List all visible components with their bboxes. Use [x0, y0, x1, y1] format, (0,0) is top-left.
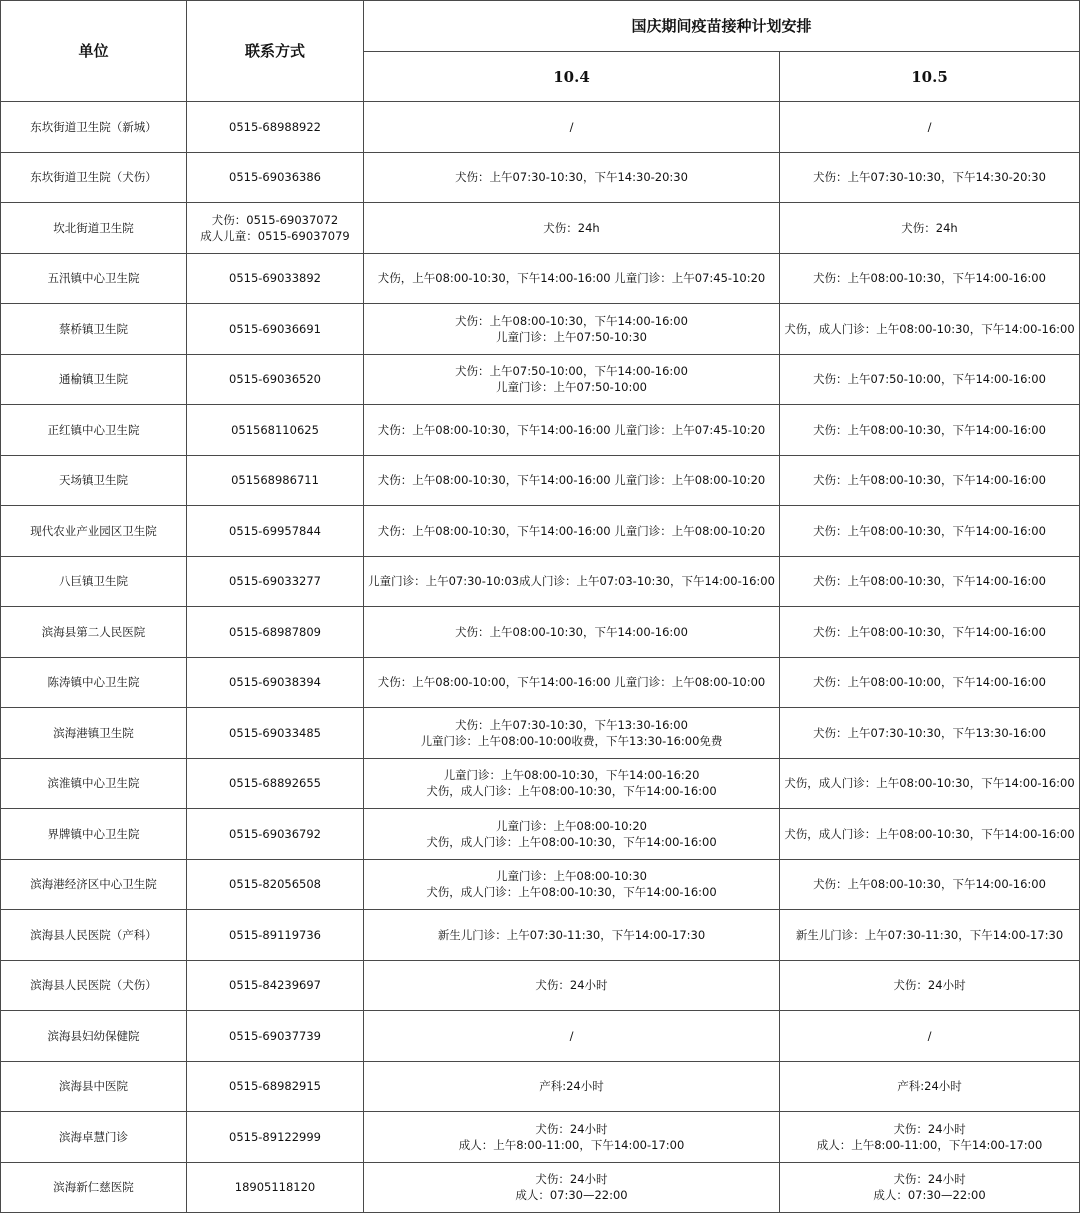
table-row [1, 657, 1080, 708]
cell-line: 犬伤，成人门诊：上午08:00-10:30，下午14:00-16:00 [784, 776, 1075, 791]
contact-cell [187, 960, 364, 1011]
cell-line: 儿童门诊：上午08:00-10:20 [496, 818, 647, 833]
date1-schedule-cell [364, 809, 780, 860]
cell-line: 0515-82056508 [229, 877, 321, 892]
date1-schedule-cell [364, 1061, 780, 1112]
cell-line: 0515-69033277 [229, 574, 321, 589]
date2-schedule-cell [780, 1162, 1080, 1213]
date2-schedule-cell [780, 253, 1080, 304]
cell-line: 犬伤：上午08:00-10:00，下午14:00-16:00 儿童门诊：上午08:00-10:00 [377, 675, 766, 690]
unit-cell: 通榆镇卫生院 [1, 354, 187, 405]
date1-schedule-cell [364, 657, 780, 708]
date2-schedule-cell [780, 960, 1080, 1011]
date2-schedule-cell [780, 203, 1080, 254]
cell-line: 0515-68892655 [229, 776, 321, 791]
cell-line: 犬伤，成人门诊：上午08:00-10:30，下午14:00-16:00 [784, 826, 1075, 841]
date1-schedule-cell [364, 354, 780, 405]
cell-line: 犬伤：上午08:00-10:30，下午14:00-16:00 [813, 574, 1046, 589]
cell-line: 犬伤：上午08:00-10:30，下午14:00-16:00 [455, 624, 688, 639]
cell-line: 成人：07:30—22:00 [873, 1188, 986, 1203]
unit-cell: 五汛镇中心卫生院 [1, 253, 187, 304]
cell-line: 犬伤：上午07:50-10:00，下午14:00-16:00 [813, 372, 1046, 387]
cell-line: 犬伤：上午08:00-10:30，下午14:00-16:00 [813, 523, 1046, 538]
unit-cell: 陈涛镇中心卫生院 [1, 657, 187, 708]
cell-line: 儿童门诊：上午07:50-10:30 [496, 329, 647, 344]
date1-schedule-cell [364, 405, 780, 456]
table-row [1, 960, 1080, 1011]
cell-line: 犬伤：24h [543, 220, 600, 235]
date1-schedule-cell [364, 506, 780, 557]
contact-cell [187, 1112, 364, 1163]
contact-cell [187, 758, 364, 809]
cell-line: 犬伤：24小时 [893, 978, 966, 993]
table-row [1, 506, 1080, 557]
cell-line: 0515-69036691 [229, 321, 321, 336]
contact-cell [187, 506, 364, 557]
cell-line: 0515-68988922 [229, 119, 321, 134]
date2-schedule-cell [780, 102, 1080, 153]
table-row [1, 556, 1080, 607]
cell-line: 儿童门诊：上午08:00-10:30，下午14:00-16:20 [443, 768, 700, 783]
cell-line: 犬伤：上午07:30-10:30，下午13:30-16:00 [455, 717, 688, 732]
table-row [1, 405, 1080, 456]
date1-schedule-cell [364, 253, 780, 304]
cell-line: 犬伤，成人门诊：上午08:00-10:30，下午14:00-16:00 [784, 321, 1075, 336]
cell-line: 犬伤：上午08:00-10:30，下午14:00-16:00 [813, 271, 1046, 286]
cell-line: / [927, 119, 932, 134]
table-row [1, 354, 1080, 405]
date2-schedule-cell [780, 910, 1080, 961]
date1-schedule-cell [364, 556, 780, 607]
unit-cell: 八巨镇卫生院 [1, 556, 187, 607]
cell-line: 犬伤：上午08:00-10:30，下午14:00-16:00 儿童门诊：上午08:00-10:20 [377, 523, 766, 538]
date1-schedule-cell [364, 455, 780, 506]
cell-line: 051568986711 [231, 473, 319, 488]
cell-line: 产科:24小时 [897, 1079, 962, 1094]
cell-line: 犬伤，成人门诊：上午08:00-10:30，下午14:00-16:00 [426, 834, 717, 849]
date2-schedule-cell [780, 657, 1080, 708]
table-row [1, 1162, 1080, 1213]
contact-cell [187, 708, 364, 759]
table-row [1, 1011, 1080, 1062]
cell-line: 成人：07:30—22:00 [515, 1188, 628, 1203]
cell-line: 犬伤：上午07:30-10:30，下午13:30-16:00 [813, 725, 1046, 740]
cell-line: 成人：上午8:00-11:00，下午14:00-17:00 [458, 1137, 685, 1152]
date2-schedule-cell [780, 354, 1080, 405]
header-contact: 联系方式 [187, 1, 364, 102]
cell-line: 犬伤：24小时 [535, 1172, 608, 1187]
cell-line: 成人：上午8:00-11:00，下午14:00-17:00 [816, 1137, 1043, 1152]
date2-schedule-cell [780, 859, 1080, 910]
contact-cell [187, 859, 364, 910]
date1-schedule-cell [364, 102, 780, 153]
table-row [1, 1061, 1080, 1112]
unit-cell: 天场镇卫生院 [1, 455, 187, 506]
unit-cell: 滨海县人民医院（犬伤） [1, 960, 187, 1011]
date1-schedule-cell [364, 304, 780, 355]
contact-cell [187, 253, 364, 304]
contact-cell [187, 556, 364, 607]
contact-cell [187, 1162, 364, 1213]
table-row [1, 1112, 1080, 1163]
cell-line: 犬伤：24h [901, 220, 958, 235]
cell-line: 0515-89119736 [229, 927, 321, 942]
contact-cell [187, 455, 364, 506]
date1-schedule-cell [364, 1162, 780, 1213]
date2-schedule-cell [780, 405, 1080, 456]
table-row [1, 304, 1080, 355]
date2-schedule-cell [780, 455, 1080, 506]
contact-cell [187, 1061, 364, 1112]
header-plan-title: 国庆期间疫苗接种计划安排 [364, 1, 1080, 52]
cell-line: 0515-69037739 [229, 1028, 321, 1043]
table-row [1, 708, 1080, 759]
cell-line: 成人儿童：0515-69037079 [200, 228, 350, 243]
date1-schedule-cell [364, 1112, 780, 1163]
date1-schedule-cell [364, 910, 780, 961]
cell-line: 犬伤：上午08:00-10:30，下午14:00-16:00 儿童门诊：上午07:45-10:20 [377, 422, 766, 437]
contact-cell [187, 607, 364, 658]
table-row [1, 607, 1080, 658]
date1-schedule-cell [364, 859, 780, 910]
unit-cell: 滨海县妇幼保健院 [1, 1011, 187, 1062]
unit-cell: 蔡桥镇卫生院 [1, 304, 187, 355]
cell-line: 儿童门诊：上午08:00-10:00收费，下午13:30-16:00免费 [420, 733, 723, 748]
cell-line: 儿童门诊：上午07:30-10:03成人门诊：上午07:03-10:30，下午14:00-16:00 [368, 574, 775, 589]
cell-line: 儿童门诊：上午07:50-10:00 [496, 380, 647, 395]
cell-line: / [569, 119, 574, 134]
date2-schedule-cell [780, 506, 1080, 557]
cell-line: / [569, 1028, 574, 1043]
cell-line: 犬伤：上午08:00-10:30，下午14:00-16:00 [813, 877, 1046, 892]
cell-line: 犬伤：上午08:00-10:30，下午14:00-16:00 [455, 313, 688, 328]
cell-line: 0515-69957844 [229, 523, 321, 538]
unit-cell: 滨海港镇卫生院 [1, 708, 187, 759]
contact-cell [187, 152, 364, 203]
table-row [1, 758, 1080, 809]
cell-line: 0515-69033892 [229, 271, 321, 286]
date2-schedule-cell [780, 1061, 1080, 1112]
date2-schedule-cell [780, 607, 1080, 658]
contact-cell [187, 304, 364, 355]
unit-cell: 滨淮镇中心卫生院 [1, 758, 187, 809]
unit-cell: 滨海新仁慈医院 [1, 1162, 187, 1213]
date1-schedule-cell [364, 152, 780, 203]
table-row [1, 152, 1080, 203]
cell-line: 0515-69038394 [229, 675, 321, 690]
contact-cell [187, 354, 364, 405]
cell-line: 犬伤：24小时 [535, 1121, 608, 1136]
cell-line: 051568110625 [231, 422, 319, 437]
cell-line: 0515-69036386 [229, 170, 321, 185]
unit-cell: 现代农业产业园区卫生院 [1, 506, 187, 557]
cell-line: 犬伤：上午08:00-10:30，下午14:00-16:00 [813, 422, 1046, 437]
date2-schedule-cell [780, 152, 1080, 203]
header-date-2: 10.5 [780, 52, 1080, 102]
table-row [1, 203, 1080, 254]
cell-line: 犬伤：上午08:00-10:30，下午14:00-16:00 儿童门诊：上午08:00-10:20 [377, 473, 766, 488]
contact-cell [187, 910, 364, 961]
unit-cell: 东坎街道卫生院（新城） [1, 102, 187, 153]
contact-cell [187, 809, 364, 860]
date1-schedule-cell [364, 960, 780, 1011]
cell-line: 犬伤：上午08:00-10:30，下午14:00-16:00 [813, 473, 1046, 488]
cell-line: 新生儿门诊：上午07:30-11:30，下午14:00-17:30 [795, 927, 1064, 942]
table-row [1, 253, 1080, 304]
cell-line: 0515-69036520 [229, 372, 321, 387]
table-row [1, 455, 1080, 506]
date1-schedule-cell [364, 607, 780, 658]
cell-line: 新生儿门诊：上午07:30-11:30，下午14:00-17:30 [437, 927, 706, 942]
date2-schedule-cell [780, 556, 1080, 607]
date2-schedule-cell [780, 304, 1080, 355]
cell-line: 犬伤，成人门诊：上午08:00-10:30，下午14:00-16:00 [426, 885, 717, 900]
cell-line: 0515-68987809 [229, 624, 321, 639]
cell-line: 儿童门诊：上午08:00-10:30 [496, 869, 647, 884]
cell-line: 犬伤，上午08:00-10:30，下午14:00-16:00 儿童门诊：上午07:45-10:20 [377, 271, 766, 286]
table-row [1, 910, 1080, 961]
cell-line: 产科:24小时 [539, 1079, 604, 1094]
date2-schedule-cell [780, 1011, 1080, 1062]
unit-cell: 滨海卓慧门诊 [1, 1112, 187, 1163]
unit-cell: 界牌镇中心卫生院 [1, 809, 187, 860]
contact-cell [187, 102, 364, 153]
contact-cell [187, 405, 364, 456]
cell-line: 犬伤：24小时 [893, 1172, 966, 1187]
cell-line: 0515-69033485 [229, 725, 321, 740]
contact-cell [187, 1011, 364, 1062]
contact-cell [187, 203, 364, 254]
cell-line: 0515-69036792 [229, 826, 321, 841]
unit-cell: 东坎街道卫生院（犬伤） [1, 152, 187, 203]
cell-line: 犬伤，成人门诊：上午08:00-10:30，下午14:00-16:00 [426, 784, 717, 799]
date1-schedule-cell [364, 708, 780, 759]
cell-line: 0515-84239697 [229, 978, 321, 993]
cell-line: 18905118120 [234, 1180, 316, 1195]
unit-cell: 滨海县中医院 [1, 1061, 187, 1112]
date1-schedule-cell [364, 758, 780, 809]
unit-cell: 滨海县第二人民医院 [1, 607, 187, 658]
cell-line: 犬伤：0515-69037072 [211, 212, 339, 227]
cell-line: 0515-68982915 [229, 1079, 321, 1094]
date2-schedule-cell [780, 758, 1080, 809]
schedule-body [1, 102, 1080, 1213]
table-row [1, 859, 1080, 910]
cell-line: 犬伤：24小时 [893, 1121, 966, 1136]
table-row [1, 809, 1080, 860]
cell-line: 犬伤：上午08:00-10:00，下午14:00-16:00 [813, 675, 1046, 690]
unit-cell: 滨海县人民医院（产科） [1, 910, 187, 961]
table-row [1, 102, 1080, 153]
header-unit: 单位 [1, 1, 187, 102]
date1-schedule-cell [364, 203, 780, 254]
cell-line: 犬伤：上午08:00-10:30，下午14:00-16:00 [813, 624, 1046, 639]
header-date-1: 10.4 [364, 52, 780, 102]
cell-line: 犬伤：24小时 [535, 978, 608, 993]
contact-cell [187, 657, 364, 708]
unit-cell: 正红镇中心卫生院 [1, 405, 187, 456]
date2-schedule-cell [780, 809, 1080, 860]
date2-schedule-cell [780, 708, 1080, 759]
cell-line: 犬伤：上午07:30-10:30，下午14:30-20:30 [455, 170, 688, 185]
cell-line: / [927, 1028, 932, 1043]
date1-schedule-cell [364, 1011, 780, 1062]
unit-cell: 滨海港经济区中心卫生院 [1, 859, 187, 910]
unit-cell: 坎北街道卫生院 [1, 203, 187, 254]
cell-line: 0515-89122999 [229, 1129, 321, 1144]
cell-line: 犬伤：上午07:30-10:30，下午14:30-20:30 [813, 170, 1046, 185]
cell-line: 犬伤：上午07:50-10:00，下午14:00-16:00 [455, 364, 688, 379]
date2-schedule-cell [780, 1112, 1080, 1163]
